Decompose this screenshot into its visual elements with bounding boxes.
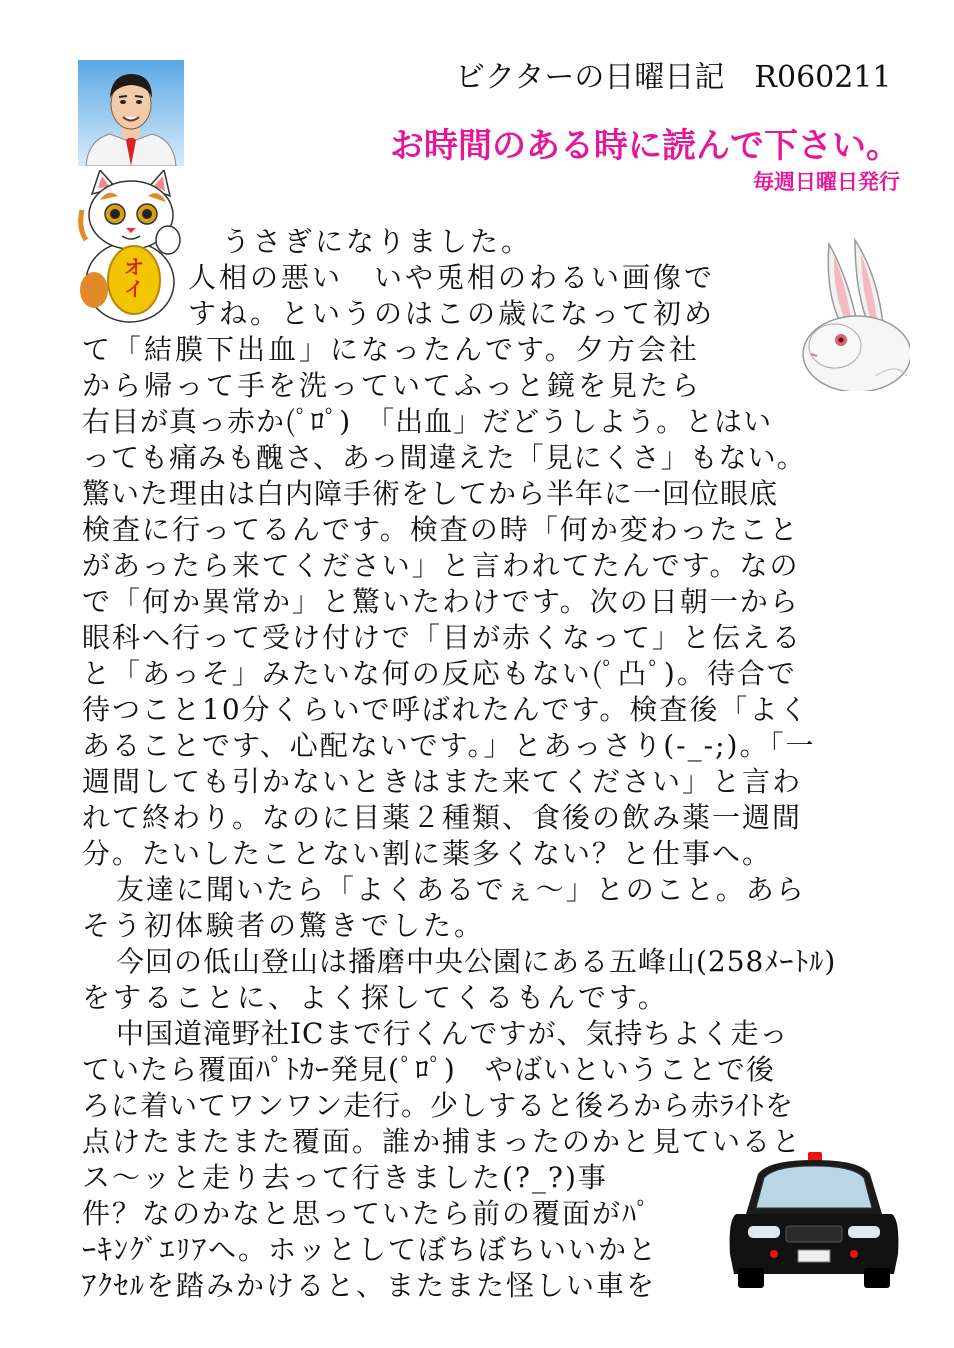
text-line: 件？なのかなと思っていたら前の覆面がﾊﾟ bbox=[82, 1197, 653, 1230]
publication-note: 毎週日曜日発行 bbox=[753, 170, 900, 194]
text-line: うさぎになりました。 bbox=[222, 225, 533, 258]
text-line: そう初体験者の驚きでした。 bbox=[82, 909, 486, 942]
text-line: があったら来てください」と言われてたんです。なの bbox=[82, 549, 800, 582]
text-line: っても痛みも醜さ、あっ間違えた「見にくさ」もない。 bbox=[82, 441, 806, 474]
text-line: れて終わり。なのに目薬２種類、食後の飲み薬一週間 bbox=[82, 801, 803, 834]
portrait-illustration bbox=[78, 60, 184, 166]
text-line: 検査に行ってるんです。検査の時「何か変わったこと bbox=[82, 513, 800, 546]
text-line: すね。というのはこの歳になって初め bbox=[188, 297, 716, 330]
text-line: 分。たいしたことない割に薬多くない？と仕事へ。 bbox=[82, 837, 773, 870]
text-line: で「何か異常か」と驚いたわけです。次の日朝一から bbox=[82, 585, 800, 618]
text-line: ｱｸｾﾙを踏みかけると、またまた怪しい車を bbox=[82, 1269, 657, 1302]
page-title: ビクターの日曜日記 R060211 bbox=[455, 60, 892, 95]
text-line: 眼科へ行って受け付けで「目が赤くなって」と伝える bbox=[82, 621, 803, 654]
text-line: て「結膜下出血」になったんです。夕方会社 bbox=[82, 333, 700, 366]
text-line: ていたら覆面ﾊﾟﾄｶｰ発見(ﾟﾛﾟ) やばいということで後 bbox=[82, 1053, 775, 1086]
text-line: 待つこと10分くらいで呼ばれたんです。検査後「よく bbox=[82, 693, 810, 726]
text-line: ｰｷﾝｸﾞｴﾘｱへ。ホッとしてぼちぼちいいかと bbox=[82, 1233, 659, 1266]
page-subtitle: お時間のある時に読んで下さい。 bbox=[390, 126, 900, 166]
text-line: 右目が真っ赤か(ﾟﾛﾟ) 「出血」だどうしよう。とはい bbox=[82, 405, 773, 438]
police-car-illustration bbox=[728, 1150, 900, 1292]
maneki-neko-illustration bbox=[78, 170, 188, 325]
text-line: 人相の悪い いや兎相のわるい画像で bbox=[188, 261, 716, 294]
text-line: 今回の低山登山は播磨中央公園にある五峰山(258ﾒｰﾄﾙ) bbox=[116, 945, 837, 978]
text-line: 中国道滝野社ICまで行くんですが、気持ちよく走っ bbox=[116, 1017, 789, 1050]
text-line: 週間しても引かないときはまた来てください」と言わ bbox=[82, 765, 803, 798]
text-line: ろに着いてワンワン走行。少しすると後ろから赤ﾗｲﾄを bbox=[82, 1089, 795, 1122]
text-line: と「あっそ」みたいな何の反応もない(ﾟ凸ﾟ)。待合で bbox=[82, 657, 797, 690]
text-line: をすることに、よく探してくるもんです。 bbox=[82, 981, 669, 1014]
text-line: 点けたまたまた覆面。誰か捕まったのかと見ていると bbox=[82, 1125, 803, 1158]
text-line: ス～ッと走り去って行きました(?_?)事 bbox=[82, 1161, 608, 1194]
text-line: から帰って手を洗っていてふっと鏡を見たら bbox=[82, 369, 703, 402]
rabbit-illustration bbox=[785, 236, 910, 391]
text-line: あることです、心配ないです。」とあっさり(-_-;)。「一 bbox=[82, 729, 816, 762]
text-line: 驚いた理由は白内障手術をしてから半年に一回位眼底 bbox=[82, 477, 779, 510]
text-line: 友達に聞いたら「よくあるでぇ～」とのこと。あら bbox=[116, 873, 806, 906]
cat-coin-text: オイ bbox=[124, 255, 144, 301]
